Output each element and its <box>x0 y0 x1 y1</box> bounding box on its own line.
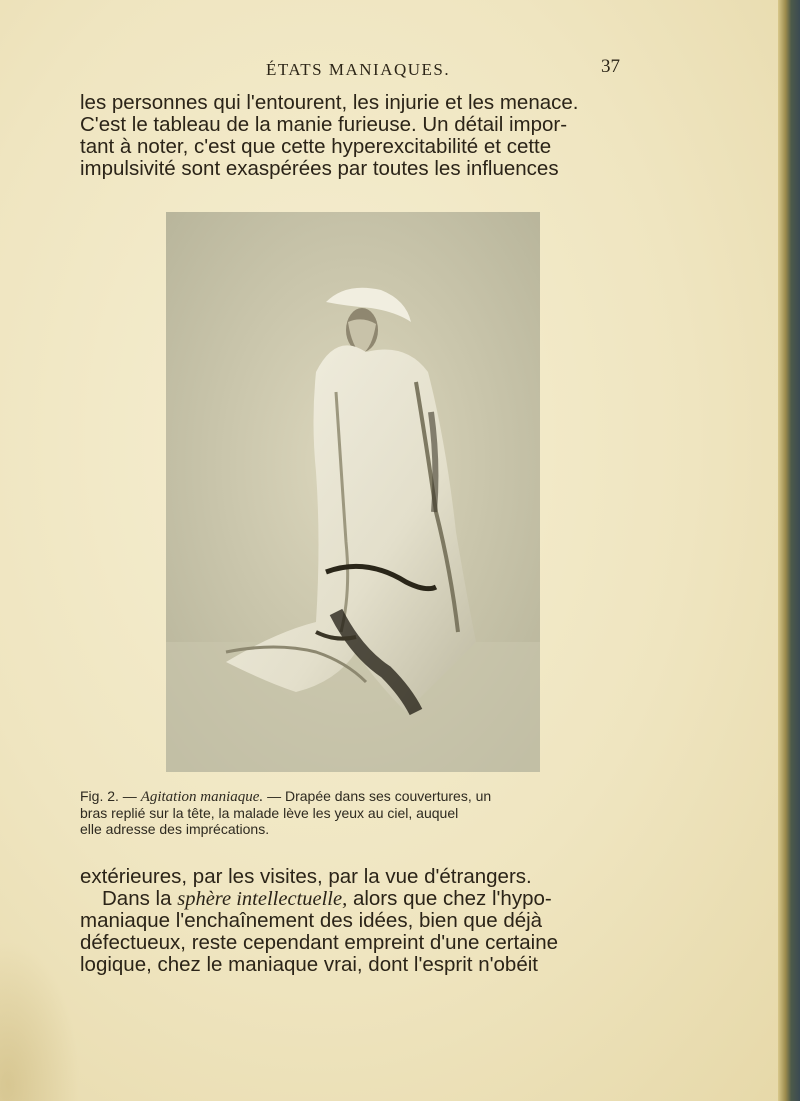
text-line <box>80 888 620 910</box>
text-line: impulsivité sont exaspérées par toutes les influences <box>80 157 559 180</box>
caption-text: — Drapée dans ses couvertures, un <box>267 788 492 804</box>
caption-line <box>80 788 620 805</box>
page-edge-shadow <box>778 0 800 1101</box>
caption-line: elle adresse des imprécations. <box>80 821 270 837</box>
caption-label: Fig. 2. — <box>80 788 137 804</box>
page-number: 37 <box>601 56 620 77</box>
page-stain <box>0 940 80 1101</box>
caption-title: Agitation maniaque. <box>140 789 264 805</box>
text-segment: alors que chez l'hypo- <box>352 887 552 910</box>
paragraph-bottom <box>80 866 620 976</box>
text-line: tant à noter, c'est que cette hyperexcitabilité et cette <box>80 135 552 158</box>
text-line: maniaque l'enchaînement des idées, bien que déjà <box>80 909 543 932</box>
running-head <box>80 56 620 84</box>
figure-photograph <box>166 212 540 772</box>
figure-caption <box>80 788 620 837</box>
text-line: défectueux, reste cependant empreint d'une certaine <box>80 931 559 954</box>
text-line: extérieures, par les visites, par la vue d'étrangers. <box>80 865 532 888</box>
running-title: ÉTATS MANIAQUES. <box>266 60 451 79</box>
draped-figure-illustration <box>166 212 540 772</box>
text-line: C'est le tableau de la manie furieuse. Un détail impor- <box>80 113 568 136</box>
text-italic-segment: sphère intellectuelle, <box>177 888 348 910</box>
caption-line: bras replié sur la tête, la malade lève les yeux au ciel, auquel <box>80 805 459 821</box>
paragraph-top <box>80 92 620 180</box>
text-line: les personnes qui l'entourent, les injurie et les menace. <box>80 91 579 114</box>
text-line: logique, chez le maniaque vrai, dont l'esprit n'obéit <box>80 953 538 976</box>
text-segment: Dans la <box>102 887 172 910</box>
